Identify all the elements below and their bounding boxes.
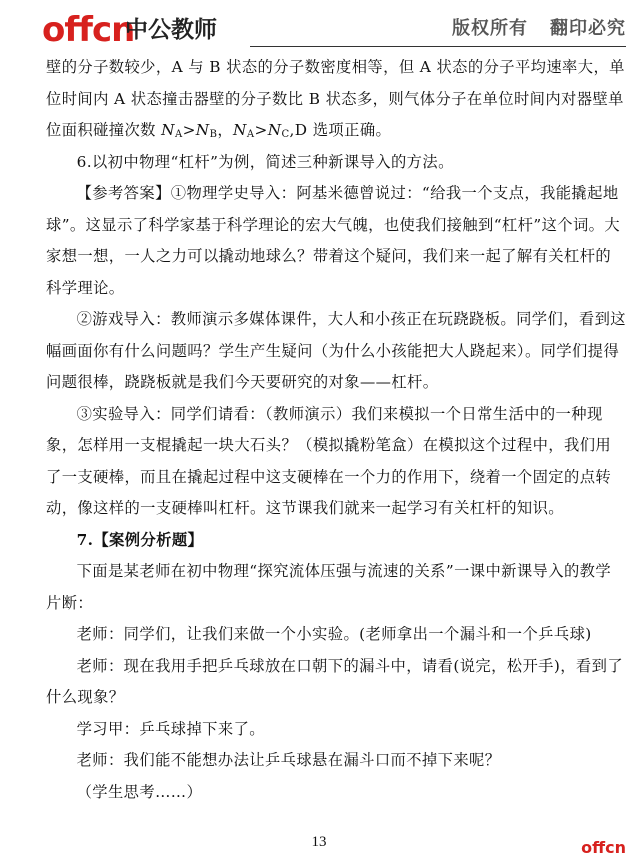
offcn-logo: offcn (42, 10, 135, 50)
dialogue-teacher-1: 老师：同学们，让我们来做一个小实验。(老师拿出一个漏斗和一个乒乓球) (76, 625, 592, 643)
answer-history-intro: 【参考答案】①物理学史导入：阿基米德曾说过：“给我一个支点，我能撬起地球”。这显示了科学家基于科学理论的宏大气魄，也使我们接触到“杠杆”这个词。大家想一想，一人之力可以撬动地球么？带着这个疑问，我们来一起了解有关杠杆的科学理论。 (46, 184, 621, 297)
page-number: 13 (311, 834, 327, 850)
dialogue-teacher-2: 老师：现在我用手把乒乓球放在口朝下的漏斗中，请看(说完，松开手)，看到了什么现象？ (46, 656, 624, 706)
case-intro: 下面是某老师在初中物理“探究流体压强与流速的关系”一课中新课导入的教学片断： (46, 562, 612, 612)
brand-name: 中公教师 (125, 17, 217, 43)
dialogue-teacher-3: 老师：我们能不能想办法让乒乓球悬在漏斗口而不掉下来呢？ (76, 751, 501, 769)
dialogue-student-1: 学习甲：乒乓球掉下来了。 (76, 719, 265, 738)
paragraph-continuation: 壁的分子数较少，A 与 B 状态的分子数密度相等，但 A 状态的分子平均速率大，单位时间内 A 状态撞击器壁的分子数比 B 状态多，则气体分子在单位时间内对器壁单位面积碰撞次数 $N_A>N_B$，$N_A>N_C,D$ 选项正确。 (46, 58, 625, 140)
copyright-notice (452, 16, 626, 42)
question-7-heading: 7.【案例分析题】 (76, 530, 204, 549)
page-header (0, 0, 638, 56)
no-reprint: 翻印必究 (550, 18, 626, 39)
footer-logo: offcn (581, 838, 626, 857)
answer-experiment-intro: ③实验导入：同学们请看：（教师演示）我们来模拟一个日常生活中的一种现象，怎样用一支棍撬起一块大石头？（模拟撬粉笔盒）在模拟这个过程中，我们用了一支硬棒，而且在撬起过程中这支硬棒在一个力的作用下，绕着一个固定的点转动，像这样的一支硬棒叫杠杆。这节课我们就来一起学习有关杠杆的知识。 (46, 404, 612, 517)
question-6: 6.以初中物理“杠杆”为例，简述三种新课导入的方法。 (76, 152, 454, 171)
answer-game-intro: ②游戏导入：教师演示多媒体课件，大人和小孩正在玩跷跷板。同学们，看到这幅画面你有什么问题吗？学生产生疑问（为什么小孩能把大人跷起来）。同学们提得问题很棒，跷跷板就是我们今天要研究的对象——杠杆。 (46, 310, 626, 391)
header-rule (250, 46, 626, 47)
dialogue-stage-direction: （学生思考……） (76, 782, 203, 801)
rights-reserved: 版权所有 (452, 18, 528, 39)
document-body (46, 52, 626, 808)
